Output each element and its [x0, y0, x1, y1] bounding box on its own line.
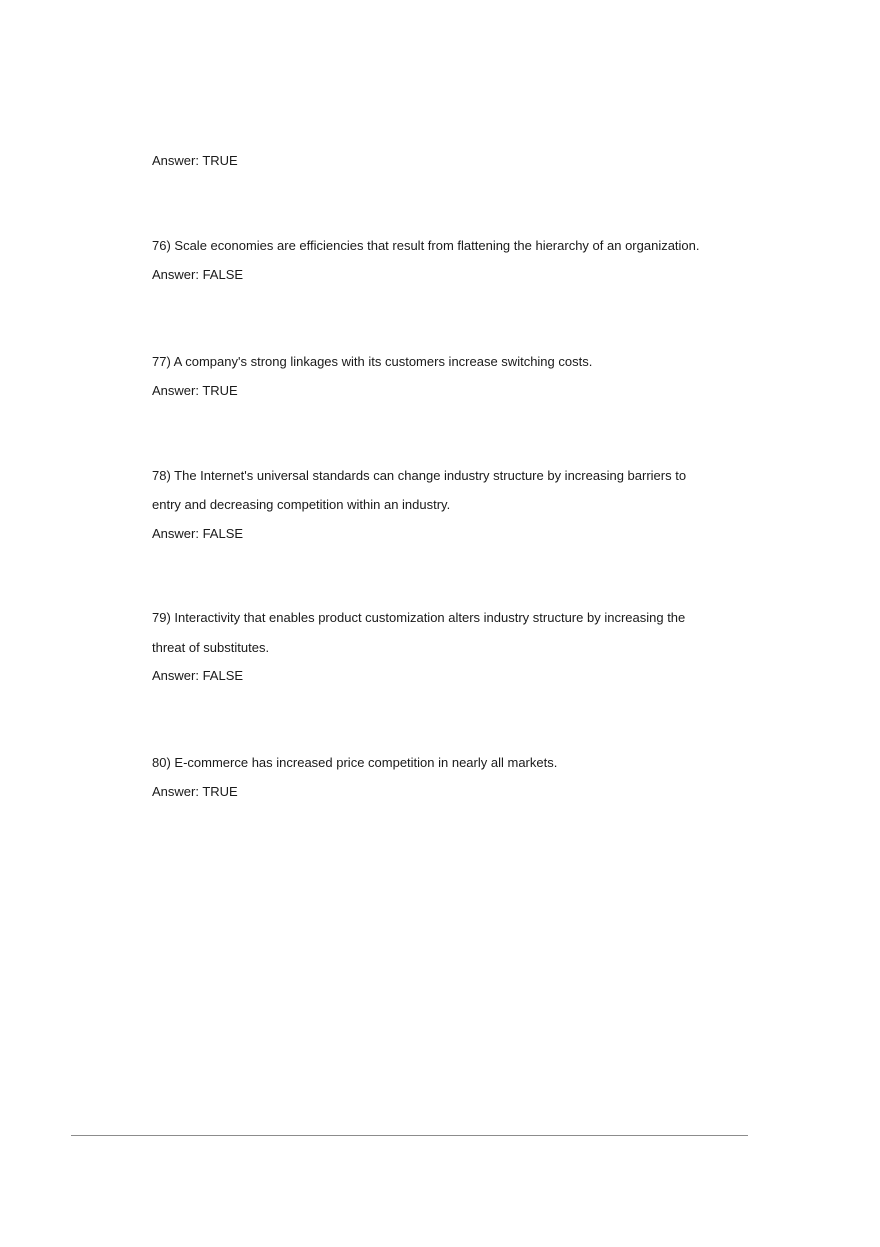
question-77-text: 77) A company's strong linkages with its customers increase switching costs. — [152, 354, 593, 369]
question-79-text-line-2: threat of substitutes. — [152, 640, 270, 655]
question-77-answer: Answer: TRUE — [152, 383, 238, 398]
question-79-answer: Answer: FALSE — [152, 668, 244, 683]
question-76-text: 76) Scale economies are efficiencies that result from flattening the hierarchy of an organization. — [152, 238, 700, 253]
question-79-text-line-1: 79) Interactivity that enables product customization alters industry structure by increasing the — [152, 610, 686, 625]
question-76-answer: Answer: FALSE — [152, 267, 244, 282]
question-80-text: 80) E-commerce has increased price competition in nearly all markets. — [152, 755, 558, 770]
question-80-answer: Answer: TRUE — [152, 784, 238, 799]
previous-answer: Answer: TRUE — [152, 153, 238, 168]
question-78-text-line-1: 78) The Internet's universal standards can change industry structure by increasing barriers to — [152, 468, 687, 483]
question-78-answer: Answer: FALSE — [152, 526, 244, 541]
footer-divider — [71, 1135, 748, 1136]
question-78-text-line-2: entry and decreasing competition within an industry. — [152, 497, 451, 512]
